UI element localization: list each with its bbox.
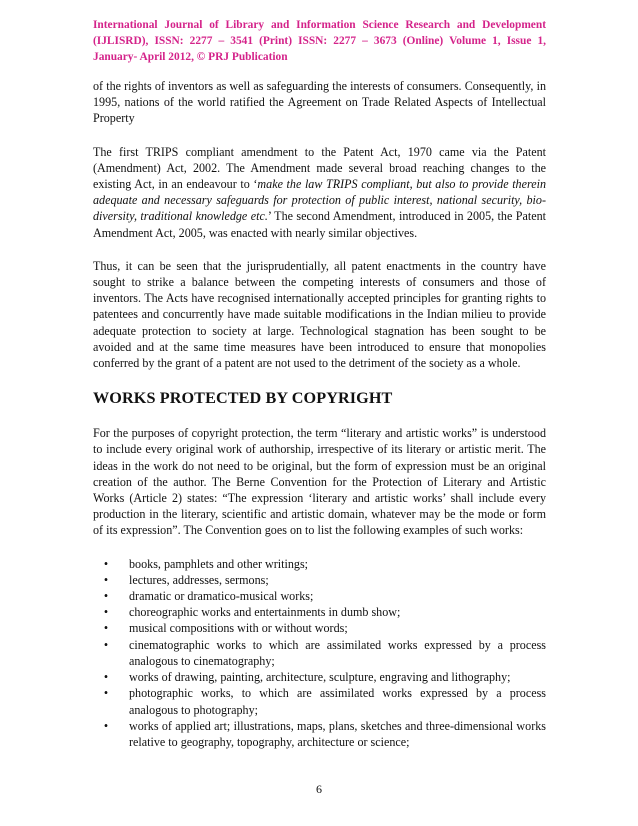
list-item [101,718,546,750]
bullet-icon: • [103,718,109,733]
works-list [93,556,546,750]
list-item-text: photographic works, to which are assimilated works expressed by a process analogous to photography; [129,686,546,717]
list-item [101,637,546,669]
list-item-text: books, pamphlets and other writings; [129,556,309,571]
list-item [101,572,546,588]
list-item-text: choreographic works and entertainments in dumb show; [129,605,401,620]
bullet-icon: • [103,621,109,636]
paragraph-4: For the purposes of copyright protection, the term “literary and artistic works” is understood to include every original work of authorship, irrespective of its literary or artistic merit. The ideas in the work do not need to be original, but the form of expression must be an original creation of the author. The Berne Convention for the Protection of Literary and Artistic Works (Article 2) states: “The expression ‘literary and artistic works’ shall include every production in the literary, scientific and artistic domain, whatever may be the mode or form of its expression”. The Convention goes on to list the following examples of such works: [93,426,546,538]
bullet-icon: • [103,670,109,685]
list-item-text: works of drawing, painting, architecture, sculpture, engraving and lithography; [129,670,511,685]
paragraph-2-text-a: The first TRIPS compliant amendment to the Patent Act, 1970 came via the Patent (Amendment) Act, 2002. The Amendment made several broad reaching changes to the existing Act, in an endeavour to ‘ [93,144,546,192]
bullet-icon: • [103,686,109,701]
list-item [101,620,546,636]
bullet-icon: • [103,572,109,587]
list-item [101,669,546,685]
paragraph-3: Thus, it can be seen that the jurisprudentially, all patent enactments in the country have sought to strike a balance between the competing interests of consumers and those of inventors. The Acts have recognised internationally accepted principles for granting rights to patentees and concurrently have made suitable modifications in the Indian milieu to provide adequate protection to society at large. Technological stagnation has been sought to be avoided and at the same time measures have been introduced to ensure that monopolies conferred by the grant of a patent are not used to the detriment of the society as a whole. [93,258,546,371]
bullet-icon: • [103,605,109,620]
list-item-text: musical compositions with or without words; [129,621,348,636]
list-item [101,588,546,604]
journal-header: International Journal of Library and Information Science Research and Development (IJLISRD), ISSN: 2277 – 3541 (Print) ISSN: 2277 – 3673 (Online) Volume 1, Issue 1, January- April 2012, © PRJ Publication [93,19,546,63]
bullet-icon: • [103,589,109,604]
paragraph-2-text-b: ’ The second Amendment, introduced in 2005, the Patent Amendment Act, 2005, was enacted with nearly similar objectives. [93,209,546,240]
body-text [93,78,546,750]
paragraph-1: of the rights of inventors as well as safeguarding the interests of consumers. Consequently, in 1995, nations of the world ratified the Agreement on Trade Related Aspects of Intellectual Property [93,79,546,126]
list-item [101,604,546,620]
list-item-text: works of applied art; illustrations, maps, plans, sketches and three-dimensional works relative to geography, topography, architecture or science; [129,718,546,749]
section-heading: WORKS PROTECTED BY COPYRIGHT [93,389,393,408]
page-number: 6 [316,782,322,796]
list-item [101,556,546,572]
list-item [101,685,546,717]
bullet-icon: • [103,637,109,652]
bullet-icon: • [103,556,109,571]
list-item-text: dramatic or dramatico-musical works; [129,589,314,604]
list-item-text: lectures, addresses, sermons; [129,572,269,587]
paragraph-2-quote: make the law TRIPS compliant, but also to provide therein adequate and necessary safeguards for protection of public interest, national security, bio-diversity, traditional knowledge etc. [93,177,547,224]
list-item-text: cinematographic works to which are assimilated works expressed by a process analogous to cinematography; [129,637,546,668]
paragraph-2 [93,144,546,241]
